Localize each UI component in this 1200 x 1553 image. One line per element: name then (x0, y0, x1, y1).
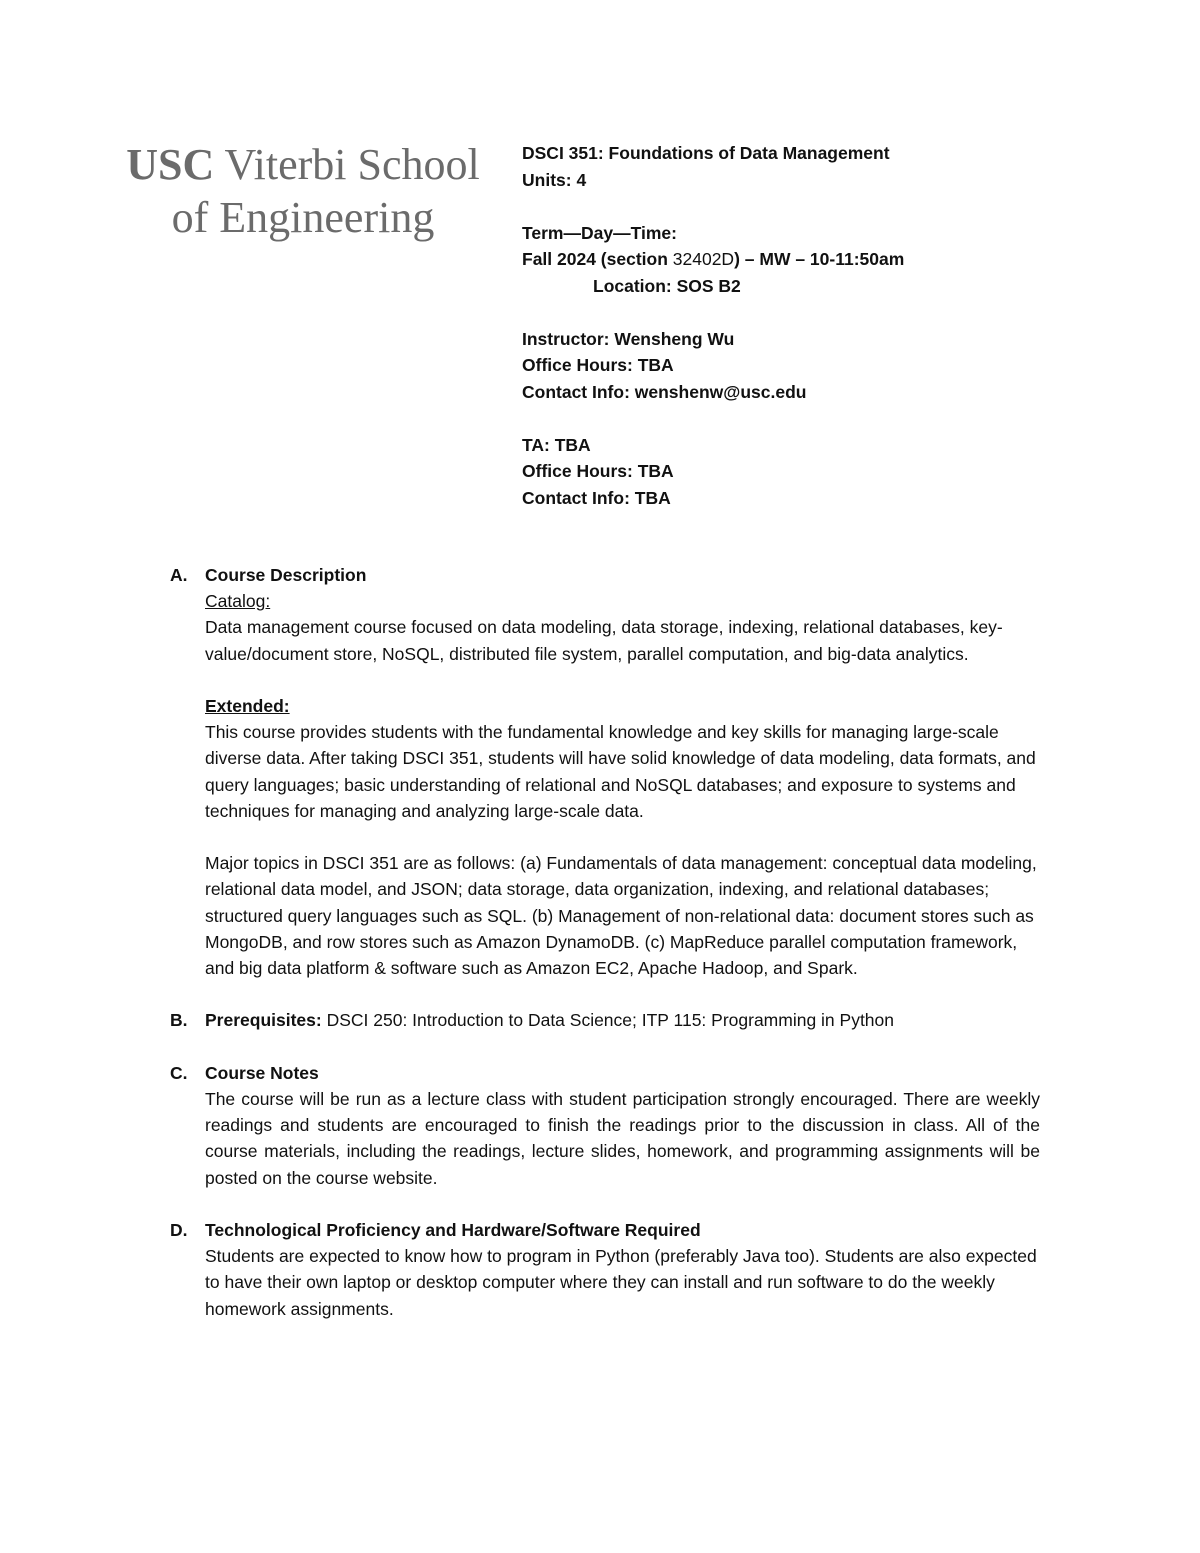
section-heading: Prerequisites: (205, 1010, 322, 1031)
section-letter: A. (170, 565, 188, 585)
instructor-name: Instructor: Wensheng Wu (522, 328, 735, 349)
term-prefix: Fall 2024 (section (522, 249, 673, 269)
ta-office-hours: Office Hours: TBA (522, 461, 674, 481)
syllabus-sections (170, 562, 1040, 1322)
usc-viterbi-logo (118, 138, 488, 244)
catalog-label: Catalog: (205, 591, 271, 612)
section-prerequisites (170, 1007, 1040, 1033)
prerequisites-text: DSCI 250: Introduction to Data Science; ITP 115: Programming in Python (321, 1010, 895, 1031)
term-label: Term—Day—Time: (522, 222, 677, 243)
section-heading: Technological Proficiency and Hardware/Software Required (205, 1220, 701, 1240)
catalog-text: Data management course focused on data modeling, data storage, indexing, relational databases, key-value/document store, NoSQL, distributed file system, parallel computation, and big-data analytics. (205, 617, 1003, 664)
term-schedule (522, 246, 1122, 273)
logo-usc: USC (126, 140, 215, 189)
term-suffix: ) – MW – 10-11:50am (734, 249, 905, 269)
section-technology-requirements (170, 1217, 1040, 1322)
logo-line-1 (118, 138, 488, 191)
course-title: DSCI 351: Foundations of Data Management (522, 143, 890, 163)
ta-contact: Contact Info: TBA (522, 487, 671, 508)
instructor-contact: Contact Info: wenshenw@usc.edu (522, 381, 807, 402)
section-number: 32402D (672, 249, 735, 269)
extended-label: Extended: (205, 696, 290, 716)
logo-viterbi: Viterbi School (214, 140, 480, 189)
ta-name: TA: TBA (522, 434, 591, 455)
course-units: Units: 4 (522, 169, 587, 190)
extended-text: This course provides students with the fundamental knowledge and key skills for managing large-scale diverse data. After taking DSCI 351, students will have solid knowledge of data modeling, data formats, and query languages; basic understanding of relational and NoSQL databases; and exposure to systems and techniques for managing and analyzing large-scale data. (205, 722, 1036, 821)
section-heading: Course Notes (205, 1062, 319, 1083)
section-heading: Course Description (205, 565, 367, 585)
major-topics-text: Major topics in DSCI 351 are as follows: (a) Fundamentals of data management: conceptual data modeling, relational data model, and JSON; data storage, data organization, indexing, and relational databases; structured query languages such as SQL. (b) Management of non-relational data: document stores such as MongoDB, and row stores such as Amazon DynamoDB. (c) MapReduce parallel computation framework, and big data platform & software such as Amazon EC2, Apache Hadoop, and Spark. (205, 853, 1037, 979)
section-letter: D. (170, 1220, 188, 1240)
course-location: Location: SOS B2 (593, 275, 741, 296)
section-letter: B. (170, 1010, 188, 1031)
instructor-office-hours: Office Hours: TBA (522, 355, 674, 375)
course-notes-text: The course will be run as a lecture class with student participation strongly encouraged. There are weekly readings and students are encouraged to finish the readings prior to the discussion in class. All of the course materials, including the readings, lecture slides, homework, and programming assignments will be posted on the course website. (205, 1089, 1040, 1188)
logo-line-2: of Engineering (171, 193, 435, 242)
section-course-description (170, 562, 1040, 981)
section-course-notes (170, 1060, 1040, 1191)
technology-requirements-text: Students are expected to know how to program in Python (preferably Java too). Students are also expected to have their own laptop or desktop computer where they can install and run software to do the weekly homework assignments. (205, 1246, 1037, 1319)
section-letter: C. (170, 1062, 188, 1083)
course-header (522, 140, 1122, 511)
